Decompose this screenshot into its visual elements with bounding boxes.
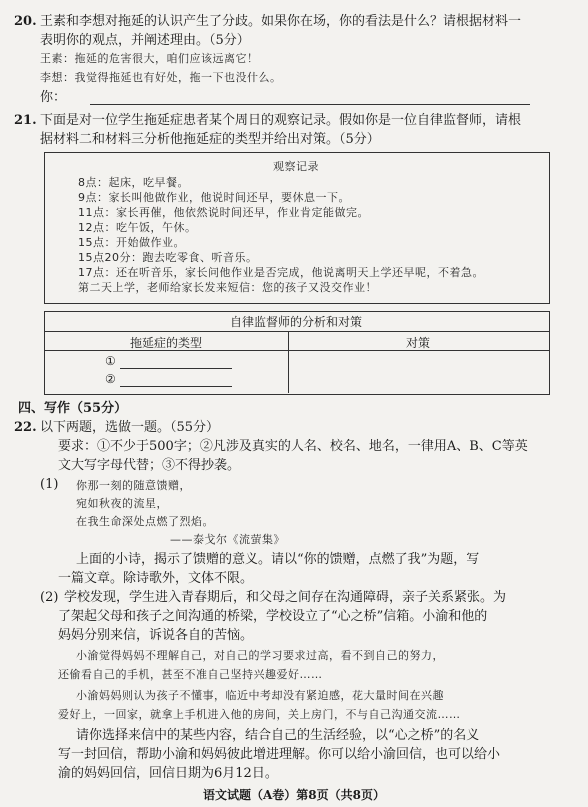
analysis-table-title: 自律监督师的分析和对策	[229, 315, 362, 329]
record-item: 15点20分：跑去吃零食、听音乐。	[78, 251, 258, 264]
column-header-type: 拖延症的类型	[129, 336, 202, 350]
mom-letter-line: 小渝妈妈则认为孩子不懂事，临近中考却没有紧迫感，花大量时间在兴趣	[76, 689, 444, 702]
q22-task-line: 请你选择来信中的某些内容，结合自己的生活经验，以“心之桥”的名义	[76, 728, 480, 743]
poem-line: 宛如秋夜的流星，	[76, 497, 168, 510]
q21-text-line2: 据材料二和材料三分析他拖延症的类型并给出对策。（5分）	[40, 132, 380, 147]
q21-text-line1: 下面是对一位学生拖延症患者某个周日的观察记录。假如你是一位自律监督师，请根	[40, 113, 522, 128]
record-item: 9点：家长叫他做作业，他说时间还早，要休息一下。	[78, 191, 350, 204]
record-item: 8点：起床，吃早餐。	[78, 176, 189, 189]
record-item: 12点：吃午饭，午休。	[78, 221, 197, 234]
xiaoyu-letter-line: 小渝觉得妈妈不理解自己，对自己的学习要求过高，看不到自己的努力，	[76, 649, 444, 662]
table-column-divider	[288, 331, 289, 393]
record-item: 17点：还在听音乐，家长问他作业是否完成，他说离明天上学还早呢，不着急。	[78, 266, 484, 279]
poem-line: 你那一刻的随意馈赠，	[76, 479, 191, 492]
q21-number: 21.	[14, 113, 37, 128]
record-item: 15点：开始做作业。	[78, 236, 185, 249]
q22-option1-text-line1: 上面的小诗，揭示了馈赠的意义。请以“你的馈赠，点燃了我”为题，写	[76, 552, 480, 567]
q22-task-line: 写一封回信，帮助小渝和妈妈彼此增进理解。你可以给小渝回信，也可以给小	[58, 747, 501, 762]
q22-number: 22.	[14, 420, 37, 435]
q20-li-xiang-statement: 李想：我觉得拖延也有好处，拖一下也没什么。	[40, 71, 282, 84]
record-item: 11点：家长再催，他依然说时间还早，作业肯定能做完。	[78, 206, 369, 219]
q22-option2-label: (2)	[40, 590, 59, 605]
q20-text-line2: 表明你的观点，并阐述理由。（5分）	[40, 33, 250, 48]
q20-wang-su-statement: 王素：拖延的危害很大，咱们应该远离它！	[40, 52, 259, 65]
q22-option2-text-line: 妈妈分别来信，诉说各自的苦恼。	[58, 628, 254, 643]
mom-letter-line: 爱好上，一回家，就拿上手机进入他的房间，关上房门，不与自己沟通交流……	[58, 708, 461, 721]
q22-requirements-line1: 要求：①不少于500字；②凡涉及真实的人名、校名、地名，一律用A、B、C等英	[58, 439, 528, 454]
type-blank-1-number: ①	[105, 354, 116, 368]
section-writing-heading: 四、写作（55分）	[18, 401, 128, 416]
q20-answer-line	[90, 104, 530, 105]
q22-option1-text-line2: 一篇文章。除诗歌外，文体不限。	[58, 571, 254, 586]
q22-task-line: 渝的妈妈回信，回信日期为6月12日。	[58, 766, 278, 781]
page-footer: 语文试题（A卷）第8页（共8页）	[202, 788, 385, 802]
poem-source: ——泰戈尔《流萤集》	[170, 533, 285, 546]
column-header-strategy: 对策	[405, 336, 430, 350]
type-blank-2-line	[120, 386, 232, 387]
q22-option1-label: (1)	[40, 477, 59, 492]
q22-requirements-line2: 文大写字母代替；③不得抄袭。	[58, 458, 241, 473]
record-item: 第二天上学，老师给家长发来短信：您的孩子又没交作业！	[78, 281, 377, 294]
q22-option2-text-line: 学校发现，学生进入青春期后，和父母之间存在沟通障碍，亲子关系紧张。为	[64, 590, 507, 605]
q20-answer-label: 你：	[40, 90, 67, 105]
observation-record-title: 观察记录	[273, 160, 319, 173]
q22-intro: 以下两题，选做一题。（55分）	[40, 420, 220, 435]
q22-option2-text-line: 了架起父母和孩子之间沟通的桥梁，学校设立了“心之桥”信箱。小渝和他的	[58, 609, 488, 624]
poem-line: 在我生命深处点燃了烈焰。	[76, 515, 214, 528]
table-divider	[44, 350, 549, 351]
q20-number: 20.	[14, 14, 37, 29]
type-blank-2-number: ②	[105, 372, 116, 386]
table-divider	[44, 331, 549, 332]
xiaoyu-letter-line: 还偷看自己的手机，甚至不准自己坚持兴趣爱好……	[58, 668, 323, 681]
q20-text-line1: 王素和李想对拖延的认识产生了分歧。如果你在场，你的看法是什么？请根据材料一	[40, 14, 522, 29]
type-blank-1-line	[120, 368, 232, 369]
